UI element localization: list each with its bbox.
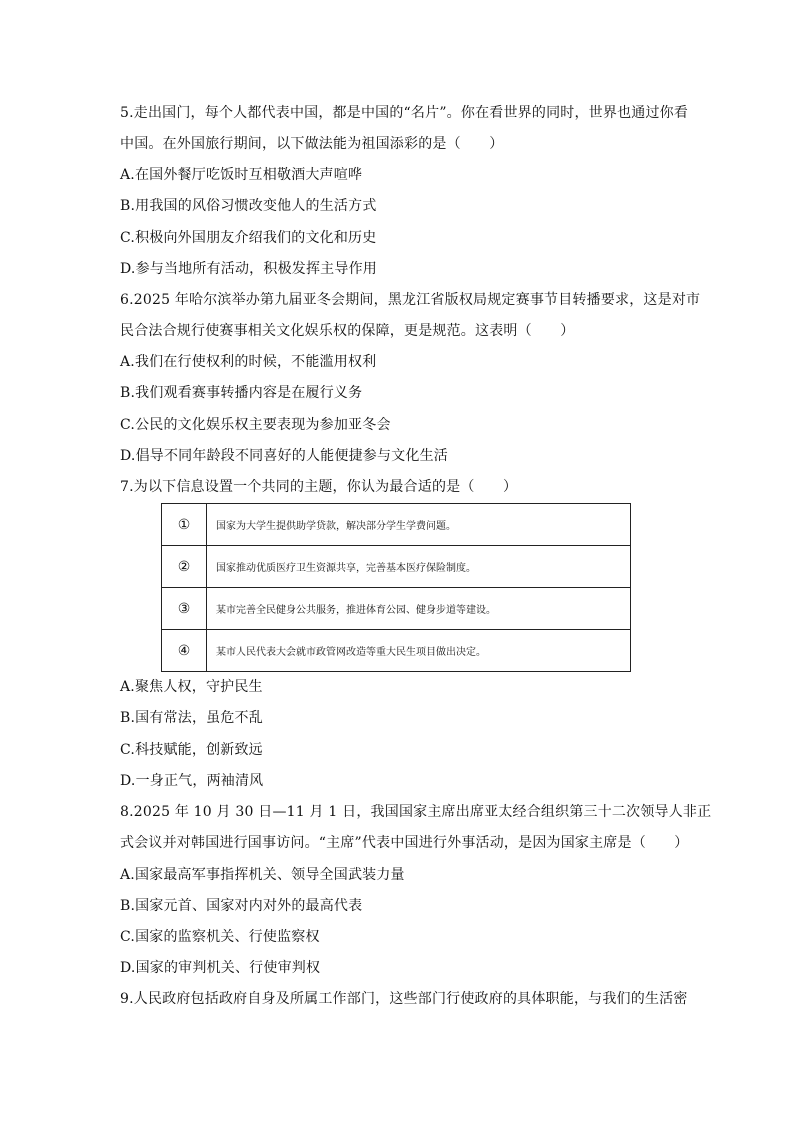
table-cell-number: ①	[162, 504, 207, 546]
q6-option-d: D.倡导不同年龄段不同喜好的人能便捷参与文化生活	[120, 448, 448, 464]
table-row	[162, 588, 631, 630]
q5-option-c: C.积极向外国朋友介绍我们的文化和历史	[120, 230, 377, 246]
q7-option-b: B.国有常法，虽危不乱	[120, 710, 263, 726]
q8-option-a: A.国家最高军事指挥机关、领导全国武装力量	[120, 867, 405, 883]
q6-stem-line-2: 民合法合规行使赛事相关文化娱乐权的保障，更是规范。这表明（ ）	[120, 323, 575, 339]
q6-stem-line-1: 6.2025 年哈尔滨举办第九届亚冬会期间，黑龙江省版权局规定赛事节目转播要求，这是对市	[120, 292, 701, 308]
q8-stem-line-1: 8.2025 年 10 月 30 日—11 月 1 日，我国国家主席出席亚太经合组织第三十二次领导人非正	[120, 804, 712, 820]
table-cell-number: ④	[162, 630, 207, 672]
table-row	[162, 504, 631, 546]
table-cell-text: 某市人民代表大会就市政管网改造等重大民生项目做出决定。	[207, 630, 631, 672]
table-row	[162, 546, 631, 588]
q6-option-a: A.我们在行使权利的时候，不能滥用权利	[120, 354, 377, 370]
q5-option-b: B.用我国的风俗习惯改变他人的生活方式	[120, 198, 377, 214]
table-row	[162, 630, 631, 672]
q7-option-d: D.一身正气，两袖清风	[120, 773, 264, 789]
q6-option-b: B.我们观看赛事转播内容是在履行义务	[120, 385, 363, 401]
q8-option-b: B.国家元首、国家对内对外的最高代表	[120, 898, 363, 914]
q5-stem-line-1: 5.走出国门，每个人都代表中国，都是中国的“名片”。你在看世界的同时，世界也通过你看	[120, 105, 689, 121]
table-cell-number: ③	[162, 588, 207, 630]
table-cell-text: 某市完善全民健身公共服务，推进体育公园、健身步道等建设。	[207, 588, 631, 630]
table-cell-text: 国家为大学生提供助学贷款，解决部分学生学费问题。	[207, 504, 631, 546]
q7-option-c: C.科技赋能，创新致远	[120, 742, 263, 758]
table-cell-number: ②	[162, 546, 207, 588]
q9-stem-line-1: 9.人民政府包括政府自身及所属工作部门，这些部门行使政府的具体职能，与我们的生活密	[120, 991, 688, 1007]
q7-stem: 7.为以下信息设置一个共同的主题，你认为最合适的是（ ）	[120, 479, 518, 495]
q5-option-a: A.在国外餐厅吃饭时互相敬酒大声喧哗	[120, 167, 363, 183]
q8-stem-line-2: 式会议并对韩国进行国事访问。“主席”代表中国进行外事活动，是因为国家主席是（ ）	[120, 835, 689, 851]
q8-option-d: D.国家的审判机关、行使审判权	[120, 960, 321, 976]
q5-stem-line-2: 中国。在外国旅行期间，以下做法能为祖国添彩的是（ ）	[120, 136, 504, 152]
q5-option-d: D.参与当地所有活动，积极发挥主导作用	[120, 261, 377, 277]
table-cell-text: 国家推动优质医疗卫生资源共享，完善基本医疗保险制度。	[207, 546, 631, 588]
q6-option-c: C.公民的文化娱乐权主要表现为参加亚冬会	[120, 417, 391, 433]
q8-option-c: C.国家的监察机关、行使监察权	[120, 929, 320, 945]
q7-option-a: A.聚焦人权，守护民生	[120, 679, 263, 695]
q7-info-table	[161, 503, 631, 672]
